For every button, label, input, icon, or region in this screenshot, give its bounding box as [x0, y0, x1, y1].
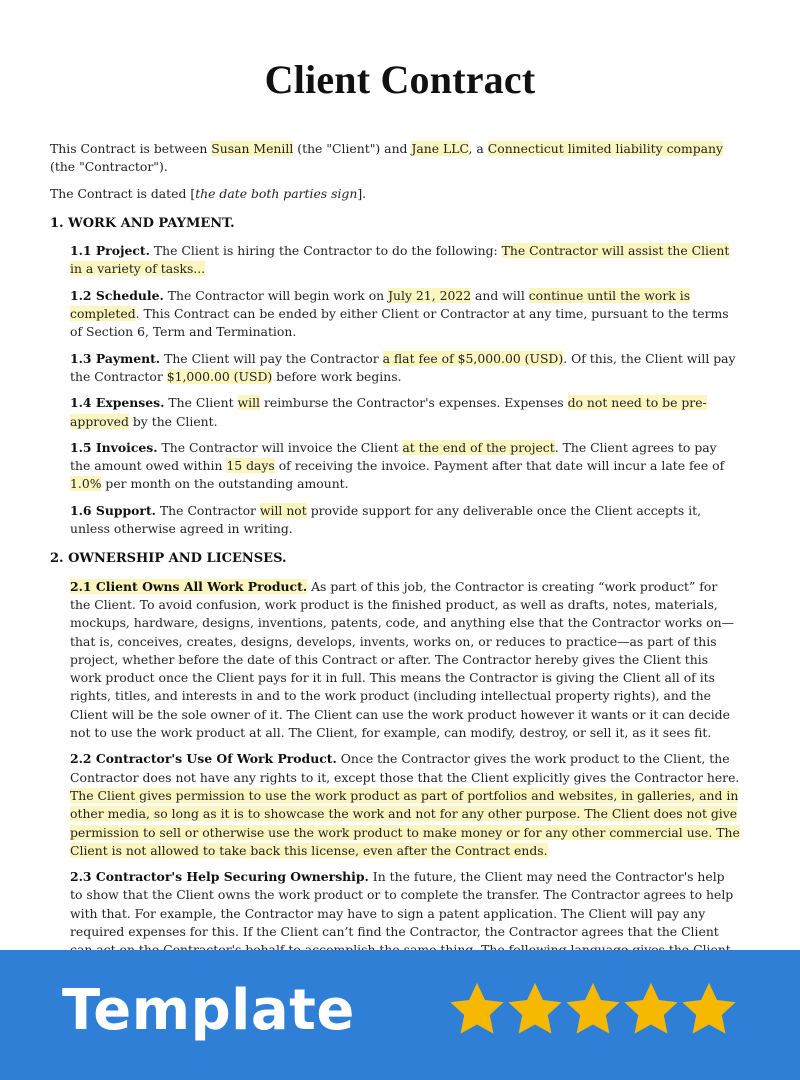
text: per month on the outstanding amount.	[101, 476, 349, 492]
star-icon	[448, 980, 506, 1038]
text: by the Client.	[128, 413, 218, 429]
clause-2-2	[70, 750, 740, 860]
highlight-field: will not	[259, 502, 307, 518]
highlight-field: The Contractor will assist the Client in a variety of tasks...	[70, 243, 730, 277]
text: provide support for any deliverable once the Client accepts it, unless otherwise agreed in writing.	[70, 502, 702, 537]
clause-1-4	[70, 394, 740, 431]
text: and will	[471, 287, 529, 303]
clause-2-1	[70, 578, 740, 743]
highlight-field: will	[237, 395, 260, 411]
star-icon	[622, 980, 680, 1038]
highlight-field: $1,000.00 (USD)	[166, 368, 273, 384]
client-name: Susan Menill	[211, 141, 294, 156]
document-title: Client Contract	[264, 57, 536, 102]
intro-parties	[50, 140, 740, 177]
contractor-name: Jane LLC	[411, 141, 469, 156]
star-icon	[680, 980, 738, 1038]
template-banner	[0, 950, 800, 1080]
clause-label: 2.2 Contractor's Use Of Work Product.	[70, 751, 337, 767]
clause-1-1	[70, 242, 740, 279]
text: of receiving the invoice. Payment after that date will incur a late fee of	[274, 458, 725, 474]
clause-1-3	[70, 350, 740, 387]
clause-label: 1.3 Payment.	[70, 350, 161, 366]
intro-date	[50, 185, 740, 203]
text: The Client is hiring the Contractor to do the following:	[149, 243, 502, 259]
text: Once the Contractor gives the work product to the Client, the Contractor does not have any rights to it, except those that the Client explicitly gives the Contractor here.	[70, 751, 740, 785]
text: . Of this, the Client will pay the Contractor	[70, 350, 736, 384]
section-2-heading: 2. OWNERSHIP AND LICENSES.	[50, 551, 287, 567]
clause-label: 1.1 Project.	[70, 243, 150, 259]
highlight-field: a flat fee of $5,000.00 (USD)	[382, 350, 564, 366]
star-icon	[564, 980, 622, 1038]
star-rating	[448, 980, 738, 1040]
section-1-heading: 1. WORK AND PAYMENT.	[50, 215, 235, 231]
text: before work begins.	[272, 368, 402, 384]
clause-label: 1.4 Expenses.	[70, 395, 165, 411]
text: . The Client agrees to pay the amount owed within	[70, 439, 717, 474]
text: As part of this job, the Contractor is creating “work product” for the Client. To avoid confusion, work product is the finished product, as well as drafts, notes, materials, mockups, hardware, designs, inventions, patents, code, and anything else that the Contractor works on—that is, conceives, creates, designs, develops, invents, works on, or reduces to practice—as part of this project, whether before the date of this Contract or after. The Contractor hereby gives the Client this work product once the Client pays for it in full. This means the Contractor is giving the Client all of its rights, titles, and interests in and to the work product (including intellectual property rights), and the Client will be the sole owner of it. The Client can use the work product however it wants or it can decide not to use the work product at all. The Client, for example, can modify, destroy, or sell it, as it sees fit.	[70, 578, 735, 741]
highlight-field: 15 days	[226, 458, 275, 474]
text: The Contractor will invoice the Client	[157, 439, 403, 455]
text: The Contractor	[155, 502, 260, 518]
highlight-field: do not need to be pre-approved	[70, 395, 707, 429]
text: (the "Client") and	[293, 141, 412, 156]
clause-1-6	[70, 502, 740, 539]
highlight-field: July 21, 2022	[388, 287, 472, 303]
text: , a	[468, 141, 488, 156]
text: The Contract is dated [	[50, 185, 196, 201]
contract-body	[50, 140, 740, 986]
date-placeholder: the date both parties sign	[195, 185, 358, 201]
text: . This Contract can be ended by either Client or Contractor at any time, pursuant to the terms of Section 6, Term and Termination.	[70, 306, 729, 340]
text: The Client	[164, 395, 238, 411]
text: reimburse the Contractor's expenses. Expenses	[260, 395, 568, 411]
clause-label: 1.2 Schedule.	[70, 287, 164, 303]
highlight-field: 1.0%	[70, 476, 102, 492]
star-icon	[506, 980, 564, 1038]
clause-label: 1.5 Invoices.	[70, 439, 158, 455]
text: (the "Contractor").	[50, 159, 168, 175]
text: The Contractor will begin work on	[163, 287, 389, 303]
clause-label: 2.1 Client Owns All Work Product.	[70, 578, 308, 594]
text: This Contract is between	[50, 141, 212, 156]
highlight-field: continue until the work is completed	[70, 287, 691, 322]
clause-1-5	[70, 439, 740, 494]
text: ].	[357, 185, 367, 201]
banner-label: Template	[62, 978, 355, 1043]
text: In the future, the Client may need the Contractor's help to show that the Client owns the work product or to complete the transfer. The Contractor agrees to help with that. For example, the Contractor may have to sign a patent application. The Client will pay any required expenses for this. If the Client can’t find the Contractor, the Contractor agrees that the Client	[70, 869, 734, 939]
contractor-type: Connecticut limited liability company	[487, 141, 724, 156]
clause-label: 2.3 Contractor's Help Securing Ownership.	[70, 869, 369, 885]
highlight-field: at the end of the project	[402, 439, 555, 455]
clause-1-2	[70, 287, 740, 342]
text: The Client will pay the Contractor	[160, 350, 383, 366]
clause-label: 1.6 Support.	[70, 502, 156, 518]
highlight-field: The Client gives permission to use the work product as part of portfolios and websites, in galleries, and in other media, so long as it is to showcase the work and not for any other purpose. The Client does not give permission to sell or otherwise use the work product to make money or for any other commercial use. The Client is not allowed to take back this license, even after the Contract ends.	[70, 787, 740, 858]
